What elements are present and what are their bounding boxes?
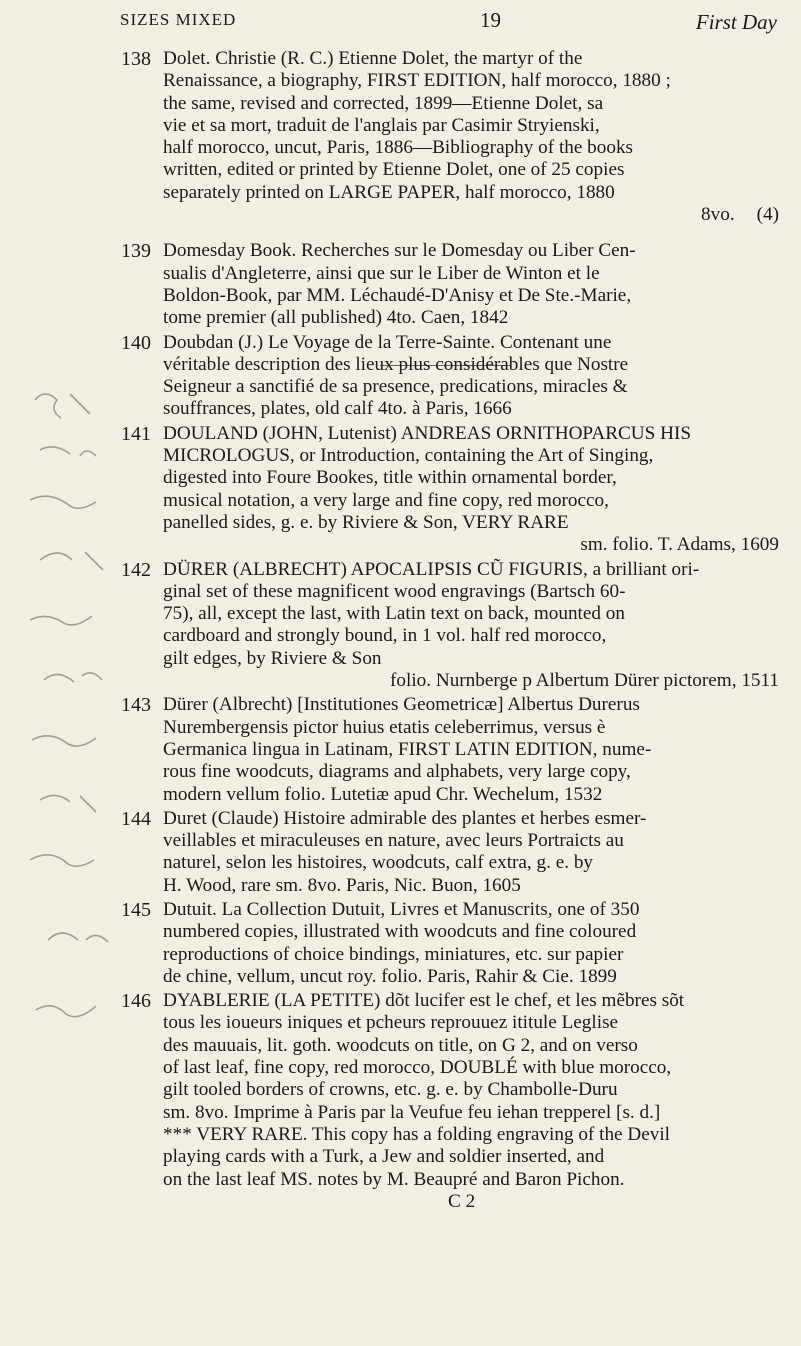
lot-entry bbox=[121, 240, 779, 329]
lot-entry bbox=[121, 990, 779, 1213]
lot-number: 141 bbox=[121, 422, 151, 445]
text-line: musical notation, a very large and fine copy, red morocco, bbox=[163, 489, 609, 511]
lot-entry bbox=[121, 694, 779, 805]
text-line: Dürer (Albrecht) [Institutiones Geometricæ] Albertus Durerus bbox=[163, 694, 640, 716]
text-line: vie et sa mort, traduit de l'anglais par Casimir Stryienski, bbox=[163, 114, 600, 136]
lot-number: 146 bbox=[121, 990, 151, 1013]
text-line: half morocco, uncut, Paris, 1886—Bibliography of the books bbox=[163, 137, 634, 159]
text-line: separately printed on LARGE PAPER, half morocco, 1880 bbox=[163, 181, 615, 203]
text-line: Seigneur a sanctifié de sa presence, predications, miracles & bbox=[163, 376, 628, 398]
text-line: 75), all, except the last, with Latin text on back, mounted on bbox=[163, 603, 625, 625]
lot-description bbox=[163, 332, 779, 421]
lot-description bbox=[163, 990, 779, 1213]
text-line: DÜRER (ALBRECHT) APOCALIPSIS CŨ FIGURIS, a brilliant ori- bbox=[163, 558, 700, 580]
text-line: tous les ioueurs iniques et pcheurs reprouuez ititule Leglise bbox=[163, 1012, 619, 1034]
lot-entry bbox=[121, 807, 779, 897]
section-heading: SIZES MIXED bbox=[120, 10, 237, 29]
lot-number: 142 bbox=[121, 558, 151, 581]
lot-description bbox=[163, 559, 779, 693]
text-line: veillables et miraculeuses en nature, avec leurs Portraicts au bbox=[163, 830, 624, 852]
text-line: des mauuais, lit. goth. woodcuts on title, on G 2, and on verso bbox=[163, 1034, 638, 1056]
lot-description bbox=[163, 48, 779, 226]
running-title: First Day bbox=[695, 10, 777, 34]
text-line: gilt edges, by Riviere & Son bbox=[163, 647, 382, 669]
text-line: rous fine woodcuts, diagrams and alphabets, very large copy, bbox=[163, 761, 631, 783]
text-line: ginal set of these magnificent wood engravings (Bartsch 60- bbox=[163, 580, 626, 602]
text-line: on the last leaf MS. notes by M. Beaupré and Baron Pichon. bbox=[163, 1168, 625, 1190]
lot-entry bbox=[121, 422, 779, 557]
text-line: Boldon-Book, par MM. Léchaudé-D'Anisy et De Ste.-Marie, bbox=[163, 284, 632, 306]
lot-number: 144 bbox=[121, 807, 151, 830]
text-line: gilt tooled borders of crowns, etc. g. e. by Chambolle-Duru bbox=[163, 1079, 618, 1101]
lot-entry bbox=[121, 898, 779, 988]
lot-number: 139 bbox=[121, 240, 151, 263]
lot-number: 138 bbox=[121, 48, 151, 70]
lot-entry bbox=[121, 331, 779, 421]
text-line: Duret (Claude) Histoire admirable des plantes et herbes esmer- bbox=[163, 807, 647, 829]
text-line: of last leaf, fine copy, red morocco, DOUBLÉ with blue morocco, bbox=[163, 1057, 672, 1079]
lot-number: 143 bbox=[121, 694, 151, 717]
lot-number: 145 bbox=[121, 898, 151, 921]
lot-entry bbox=[121, 48, 779, 226]
text-line: souffrances, plates, old calf 4to. à Paris, 1666 bbox=[163, 398, 512, 420]
lot-description bbox=[163, 694, 779, 805]
text-line: *** VERY RARE. This copy has a folding engraving of the Devil bbox=[163, 1123, 670, 1145]
text-line: panelled sides, g. e. by Riviere & Son, VERY RARE bbox=[163, 511, 569, 533]
text-line: MICROLOGUS, or Introduction, containing the Art of Singing, bbox=[163, 445, 654, 467]
lot-description bbox=[163, 240, 779, 329]
text-line: véritable description des lieux plus considérables que Nostre bbox=[163, 353, 629, 375]
page-header bbox=[120, 6, 777, 40]
text-line: Renaissance, a biography, FIRST EDITION, half morocco, 1880 ; bbox=[163, 70, 671, 92]
lot-number: 140 bbox=[121, 331, 151, 354]
text-line: Domesday Book. Recherches sur le Domesday ou Liber Cen- bbox=[163, 240, 636, 262]
text-line: playing cards with a Turk, a Jew and soldier inserted, and bbox=[163, 1146, 605, 1168]
text-line: naturel, selon les histoires, woodcuts, calf extra, g. e. by bbox=[163, 852, 594, 874]
text-line bbox=[163, 204, 779, 226]
text-line: sm. 8vo. Imprime à Paris par la Veufue feu iehan trepperel [s. d.] bbox=[163, 1101, 661, 1123]
text-line: modern vellum folio. Lutetiæ apud Chr. Wechelum, 1532 bbox=[163, 783, 603, 805]
text-line: Germanica lingua in Latinam, FIRST LATIN EDITION, nume- bbox=[163, 738, 652, 760]
text-line: tome premier (all published) 4to. Caen, 1842 bbox=[163, 307, 509, 329]
text-line: the same, revised and corrected, 1899—Etienne Dolet, sa bbox=[163, 92, 604, 114]
text-line: sualis d'Angleterre, ainsi que sur le Liber de Winton et le bbox=[163, 262, 600, 284]
text-line: written, edited or printed by Etienne Dolet, one of 25 copies bbox=[163, 159, 625, 181]
text-line: Dolet. Christie (R. C.) Etienne Dolet, the martyr of the bbox=[163, 48, 583, 69]
page-number: 19 bbox=[480, 8, 501, 32]
signature-mark: C 2 bbox=[448, 1190, 476, 1212]
text-line: Doubdan (J.) Le Voyage de la Terre-Sainte. Contenant une bbox=[163, 331, 612, 353]
lot-description bbox=[163, 899, 779, 988]
text-line: H. Wood, rare sm. 8vo. Paris, Nic. Buon, 1605 bbox=[163, 874, 521, 896]
text-line: reproductions of choice bindings, miniatures, etc. sur papier bbox=[163, 943, 624, 965]
lot-entry bbox=[121, 558, 779, 693]
lot-description bbox=[163, 423, 779, 557]
lot-description bbox=[163, 808, 779, 897]
text-line: DYABLERIE (LA PETITE) dõt lucifer est le chef, et les mẽbres sõt bbox=[163, 990, 685, 1012]
text-line: Dutuit. La Collection Dutuit, Livres et Manuscrits, one of 350 bbox=[163, 898, 640, 920]
text-line: cardboard and strongly bound, in 1 vol. half red morocco, bbox=[163, 625, 607, 647]
lot-format: 8vo. bbox=[701, 204, 735, 226]
text-line: Nurembergensis pictor huius etatis celeberrimus, versus è bbox=[163, 716, 606, 738]
catalogue-entries bbox=[0, 48, 801, 1215]
text-line: DOULAND (JOHN, Lutenist) ANDREAS ORNITHOPARCUS HIS bbox=[163, 422, 692, 444]
text-line: digested into Foure Bookes, title within ornamental border, bbox=[163, 467, 617, 489]
text-line: folio. Nurnberge p Albertum Dürer pictorem, 1511 bbox=[390, 670, 779, 692]
text-line: sm. folio. T. Adams, 1609 bbox=[580, 534, 779, 556]
lot-price: (4) bbox=[756, 204, 779, 226]
text-line: numbered copies, illustrated with woodcuts and fine coloured bbox=[163, 921, 637, 943]
text-line: de chine, vellum, uncut roy. folio. Paris, Rahir & Cie. 1899 bbox=[163, 965, 617, 987]
